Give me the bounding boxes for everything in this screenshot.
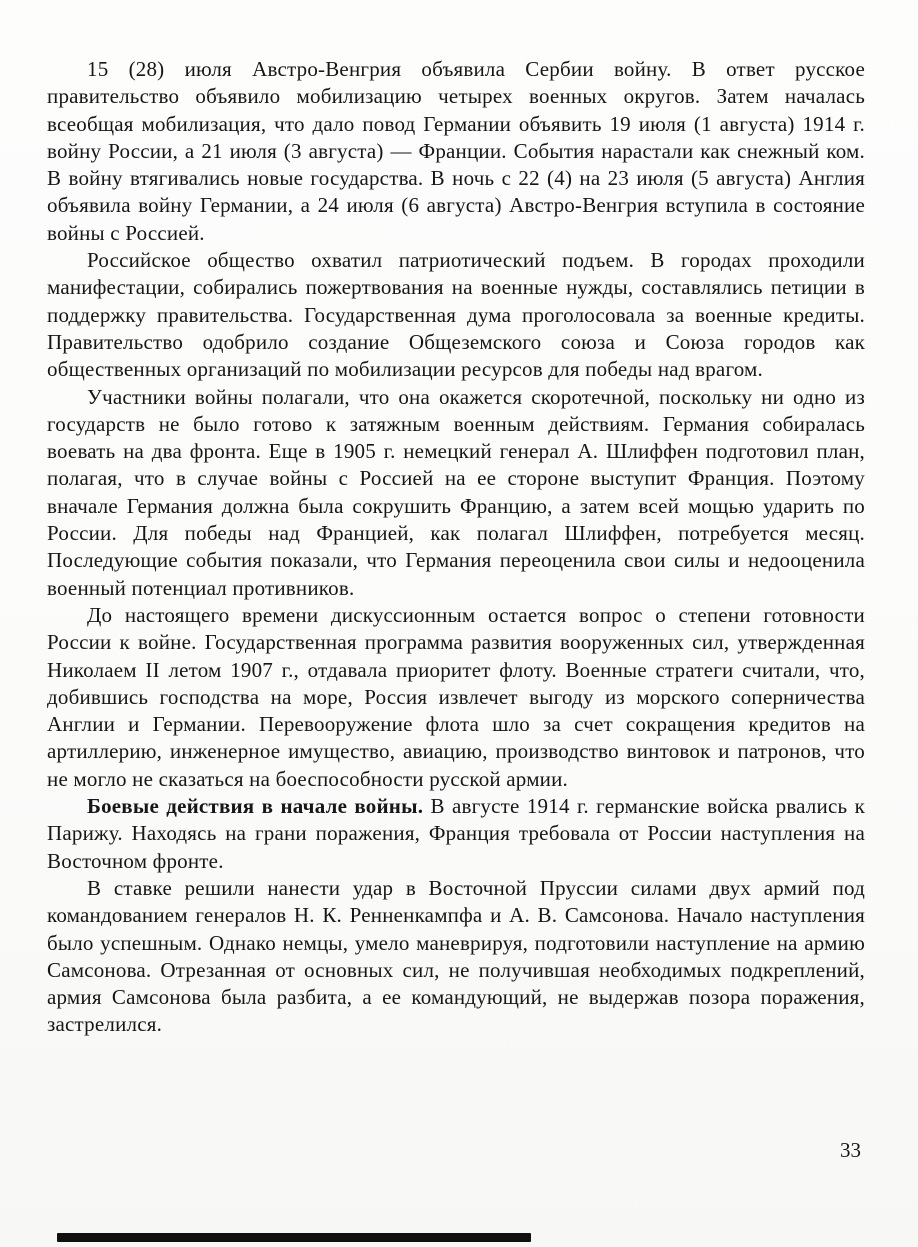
paragraph: Российское общество охватил патриотический подъем. В городах проходили манифестации, собирались пожертвования на военные нужды, составлялись петиции в поддержку правительства. Государственная дума проголосовала за военные кредиты. Правительство одобрило создание Общеземского союза и Союза городов как общественных организаций по мобилизации ресурсов для победы над врагом.: [47, 248, 865, 382]
paragraph: В ставке решили нанести удар в Восточной Пруссии силами двух армий под командованием генералов Н. К. Ренненкампфа и А. В. Самсонова. Начало наступления было успешным. Однако немцы, умело маневрируя, подготовили наступление на армию Самсонова. Отрезанная от основных сил, не получившая необходимых подкреплений, армия Самсонова была разбита, а ее командующий, не выдержав позора поражения, застрелился.: [47, 875, 865, 1037]
section-text: В августе 1914 г. германские войска рвались к Парижу. Находясь на грани поражения, Франция требовала от России наступления на Восточном фронте.: [47, 794, 866, 873]
paragraph: До настоящего времени дискуссионным остается вопрос о степени готовности России к войне. Государственная программа развития вооруженных сил, утвержденная Николаем II летом 1907 г., отдавала приоритет флоту. Военные стратеги считали, что, добившись господства на море, Россия извлечет выгоду из морского соперничества Англии и Германии. Перевооружение флота шло за счет сокращения кредитов на артиллерию, инженерное имущество, авиацию, производство винтовок и патронов, что не могло не сказаться на боеспособности русской армии.: [47, 602, 865, 791]
section-heading: Боевые действия в начале войны.: [87, 794, 424, 819]
paragraph: 15 (28) июля Австро-Венгрия объявила Сербии войну. В ответ русское правительство объявило мобилизацию четырех военных округов. Затем началась всеобщая мобилизация, что дало повод Германии объявить 19 июля (1 августа) 1914 г. войну России, а 21 июля (3 августа) — Франции. События нарастали как снежный ком. В войну втягивались новые государства. В ночь с 22 (4) на 23 июля (5 августа) Англия объявила войну Германии, а 24 июля (6 августа) Австро-Венгрия вступила в состояние войны с Россией.: [47, 57, 865, 245]
scan-artifact-bar: [57, 1233, 531, 1242]
body-text: [47, 56, 865, 1039]
paragraph: Участники войны полагали, что она окажется скоротечной, поскольку ни одно из государств не было готово к затяжным военным действиям. Германия собиралась воевать на два фронта. Еще в 1905 г. немецкий генерал А. Шлиффен подготовил план, полагая, что в случае войны с Россией на ее стороне выступит Франция. Поэтому вначале Германия должна была сокрушить Францию, а затем всей мощью ударить по России. Для победы над Францией, как полагал Шлиффен, потребуется месяц. Последующие события показали, что Германия переоценила свои силы и недооценила военный потенциал противников.: [47, 384, 865, 600]
paragraph-section-start: [47, 793, 865, 875]
page-number: 33: [840, 1138, 861, 1162]
